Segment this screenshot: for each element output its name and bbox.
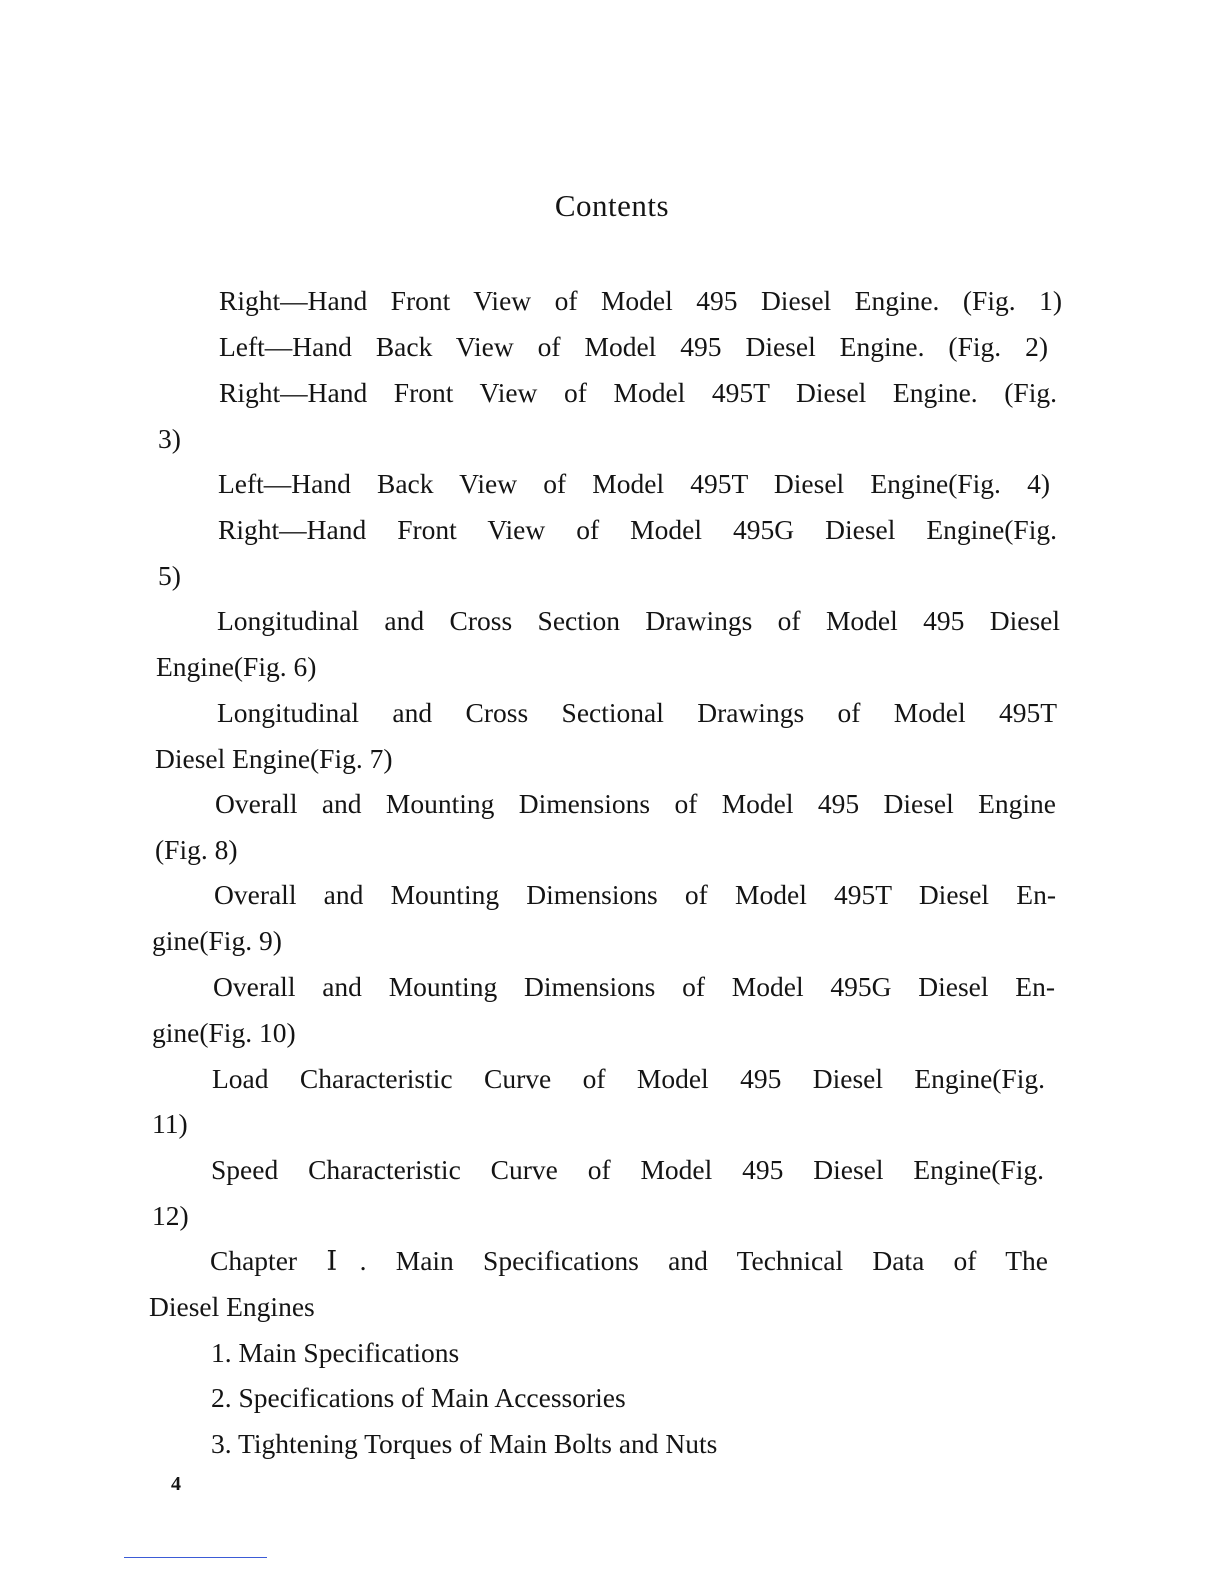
section-entry: 2. Specifications of Main Accessories <box>211 1382 626 1413</box>
footnote-rule <box>124 1557 267 1558</box>
contents-entry-line: Left—Hand Back View of Model 495 Diesel Engine. (Fig. 2) <box>219 331 1048 362</box>
contents-entry-continuation: Engine(Fig. 6) <box>156 651 317 682</box>
contents-entry-line: Right—Hand Front View of Model 495T Diesel Engine. (Fig. <box>219 377 1057 408</box>
contents-entry-line: Left—Hand Back View of Model 495T Diesel Engine(Fig. 4) <box>218 468 1050 499</box>
contents-entry-line: Right—Hand Front View of Model 495 Diesel Engine. (Fig. 1) <box>219 285 1062 316</box>
contents-entry-continuation: (Fig. 8) <box>155 834 238 865</box>
chapter-heading-continuation: Diesel Engines <box>149 1291 315 1322</box>
contents-entry-line: Right—Hand Front View of Model 495G Diesel Engine(Fig. <box>218 514 1057 545</box>
contents-entry-continuation: Diesel Engine(Fig. 7) <box>155 743 393 774</box>
contents-entry-continuation: gine(Fig. 10) <box>152 1017 296 1048</box>
contents-entry-continuation: 5) <box>158 560 181 591</box>
contents-entry-continuation: 11) <box>152 1108 188 1139</box>
page-title: Contents <box>554 188 670 223</box>
section-entry: 3. Tightening Torques of Main Bolts and Nuts <box>211 1428 718 1459</box>
contents-entry-line: Overall and Mounting Dimensions of Model 495 Diesel Engine <box>215 788 1056 819</box>
section-entry: 1. Main Specifications <box>211 1337 460 1368</box>
contents-entry-line: Longitudinal and Cross Section Drawings of Model 495 Diesel <box>217 605 1060 636</box>
chapter-heading-line: Chapter Ⅰ. Main Specifications and Technical Data of The <box>210 1245 1048 1276</box>
page-number: 4 <box>171 1473 181 1495</box>
contents-entry-continuation: gine(Fig. 9) <box>152 925 282 956</box>
contents-entry-line: Overall and Mounting Dimensions of Model 495T Diesel En- <box>214 879 1056 910</box>
contents-entry-line: Speed Characteristic Curve of Model 495 Diesel Engine(Fig. <box>211 1154 1044 1185</box>
contents-entry-line: Load Characteristic Curve of Model 495 Diesel Engine(Fig. <box>212 1063 1045 1094</box>
contents-entry-continuation: 12) <box>152 1200 189 1231</box>
contents-entry-line: Longitudinal and Cross Sectional Drawings of Model 495T <box>217 697 1057 728</box>
contents-entry-line: Overall and Mounting Dimensions of Model 495G Diesel En- <box>213 971 1055 1002</box>
contents-entry-continuation: 3) <box>158 423 181 454</box>
